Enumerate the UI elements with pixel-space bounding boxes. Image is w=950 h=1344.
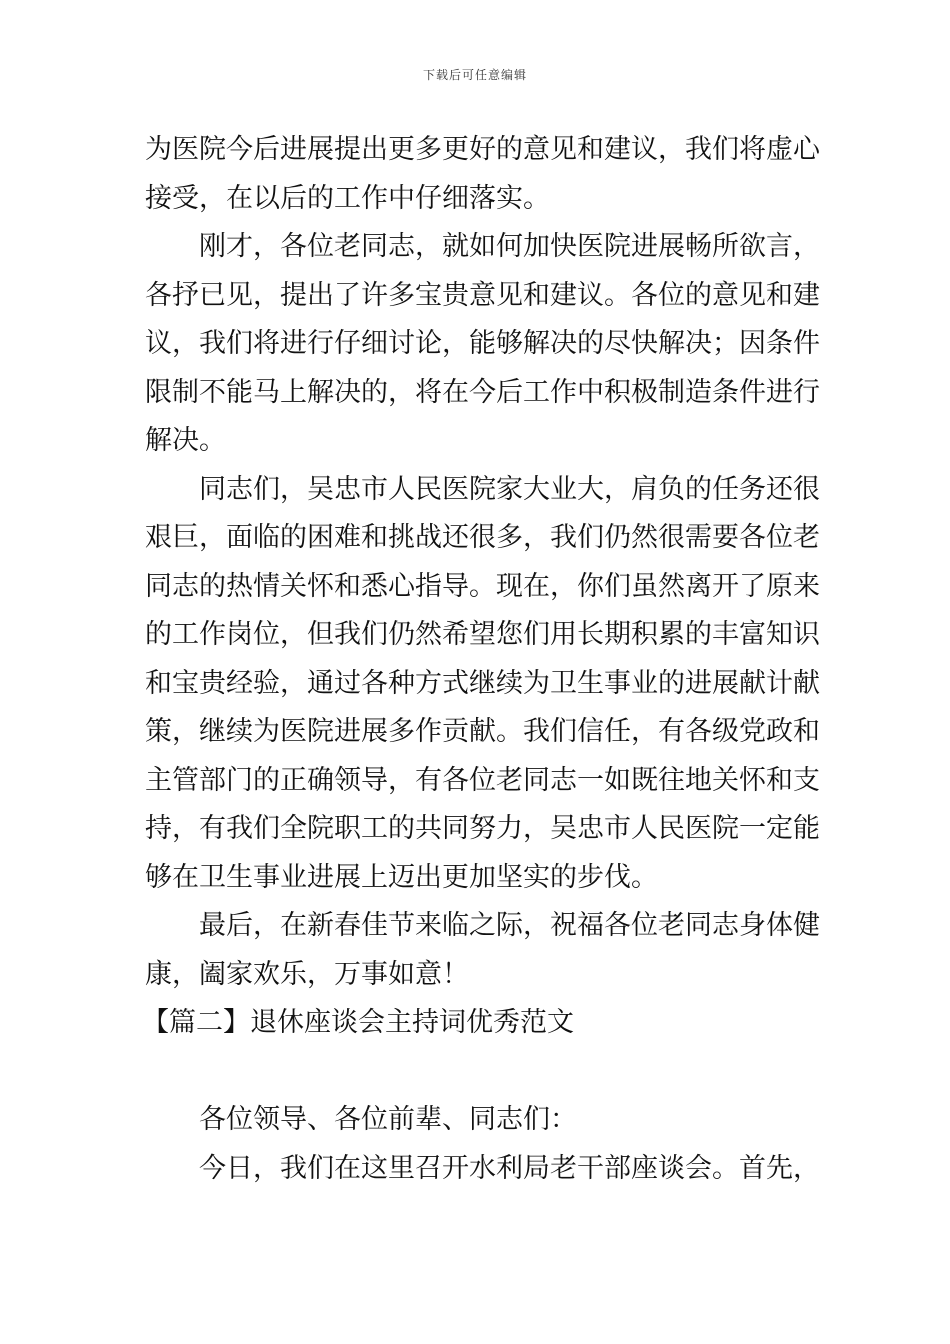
paragraph-line: 同志的热情关怀和悉心指导。现在，你们虽然离开了原来 — [145, 570, 820, 602]
paragraph-line: 最后，在新春佳节来临之际，祝福各位老同志身体健 — [199, 910, 820, 941]
paragraph-line: 持，有我们全院职工的共同努力，吴忠市人民医院一定能 — [145, 813, 820, 844]
paragraph-line: 够在卫生事业进展上迈出更加坚实的步伐。 — [145, 861, 658, 893]
paragraph-line: 为医院今后进展提出更多更好的意见和建议，我们将虚心 — [145, 134, 820, 165]
paragraph-line: 康，阖家欢乐，万事如意！ — [145, 958, 469, 990]
paragraph-line: 各抒已见，提出了许多宝贵意见和建议。各位的意见和建 — [145, 279, 820, 311]
blank-gap — [145, 1048, 807, 1097]
paragraph-line: 刚才，各位老同志，就如何加快医院进展畅所欲言， — [199, 231, 820, 262]
paragraph-line: 的工作岗位，但我们仍然希望您们用长期积累的丰富知识 — [145, 619, 820, 650]
paragraph-line: 解决。 — [145, 425, 226, 456]
paragraph-line: 策，继续为医院进展多作贡献。我们信任，有各级党政和 — [145, 716, 820, 747]
paragraph-line: 接受，在以后的工作中仔细落实。 — [145, 182, 550, 214]
salutation-line: 各位领导、各位前辈、同志们： — [199, 1104, 577, 1135]
section-heading: 【篇二】退休座谈会主持词优秀范文 — [142, 1007, 574, 1038]
paragraph-line: 议，我们将进行仔细讨论，能够解决的尽快解决；因条件 — [145, 328, 820, 359]
paragraph-line: 同志们，吴忠市人民医院家大业大，肩负的任务还很 — [199, 473, 820, 505]
paragraph-line: 艰巨，面临的困难和挑战还很多，我们仍然很需要各位老 — [145, 522, 820, 553]
paragraph-line: 和宝贵经验，通过各种方式继续为卫生事业的进展献计献 — [145, 667, 820, 699]
paragraph-line: 今日，我们在这里召开水利局老干部座谈会。首先， — [199, 1152, 820, 1184]
paragraph-line: 主管部门的正确领导，有各位老同志一如既往地关怀和支 — [145, 764, 820, 796]
document-body — [142, 126, 820, 1193]
paragraph-line: 限制不能马上解决的，将在今后工作中积极制造条件进行 — [145, 376, 820, 408]
header-note: 下载后可任意编辑 — [422, 68, 527, 82]
